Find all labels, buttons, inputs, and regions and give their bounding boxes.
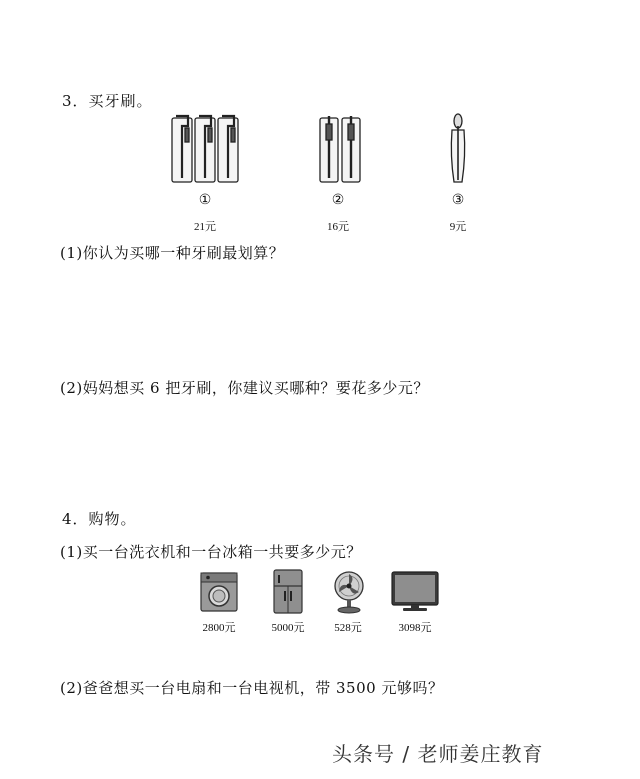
question-4-sub-2: (2)爸爸想买一台电扇和一台电视机，带 3500 元够吗？ (60, 679, 444, 697)
question-4-sub-1: (1)买一台洗衣机和一台冰箱一共要多少元？ (60, 543, 362, 561)
option-3-price: 9元 (449, 221, 467, 233)
question-3-title: 3．买牙刷。 (62, 92, 153, 110)
question-3-sub-1: (1)你认为买哪一种牙刷最划算？ (60, 244, 285, 262)
toothbrush-single-icon (446, 112, 470, 184)
toothbrush-pack-3-icon (170, 112, 242, 184)
electric-fan-icon (330, 570, 368, 614)
refrigerator-price: 5000元 (271, 622, 305, 634)
electric-fan-price: 528元 (334, 622, 362, 634)
toothbrush-pack-2-icon (318, 112, 362, 184)
option-3-mark: ③ (451, 192, 465, 208)
watermark: 头条号 / 老师姜庄教育 (332, 742, 544, 766)
option-2-mark: ② (331, 192, 345, 208)
refrigerator-icon (272, 569, 304, 614)
television-icon (391, 571, 439, 613)
question-4-title: 4．购物。 (62, 510, 137, 528)
option-1-mark: ① (198, 192, 212, 208)
option-2-price: 16元 (327, 221, 349, 233)
washing-machine-icon (199, 572, 239, 612)
question-3-sub-2: (2)妈妈想买 6 把牙刷，你建议买哪种？要花多少元？ (60, 379, 429, 397)
option-1-price: 21元 (194, 221, 216, 233)
washing-machine-price: 2800元 (202, 622, 236, 634)
television-price: 3098元 (398, 622, 432, 634)
